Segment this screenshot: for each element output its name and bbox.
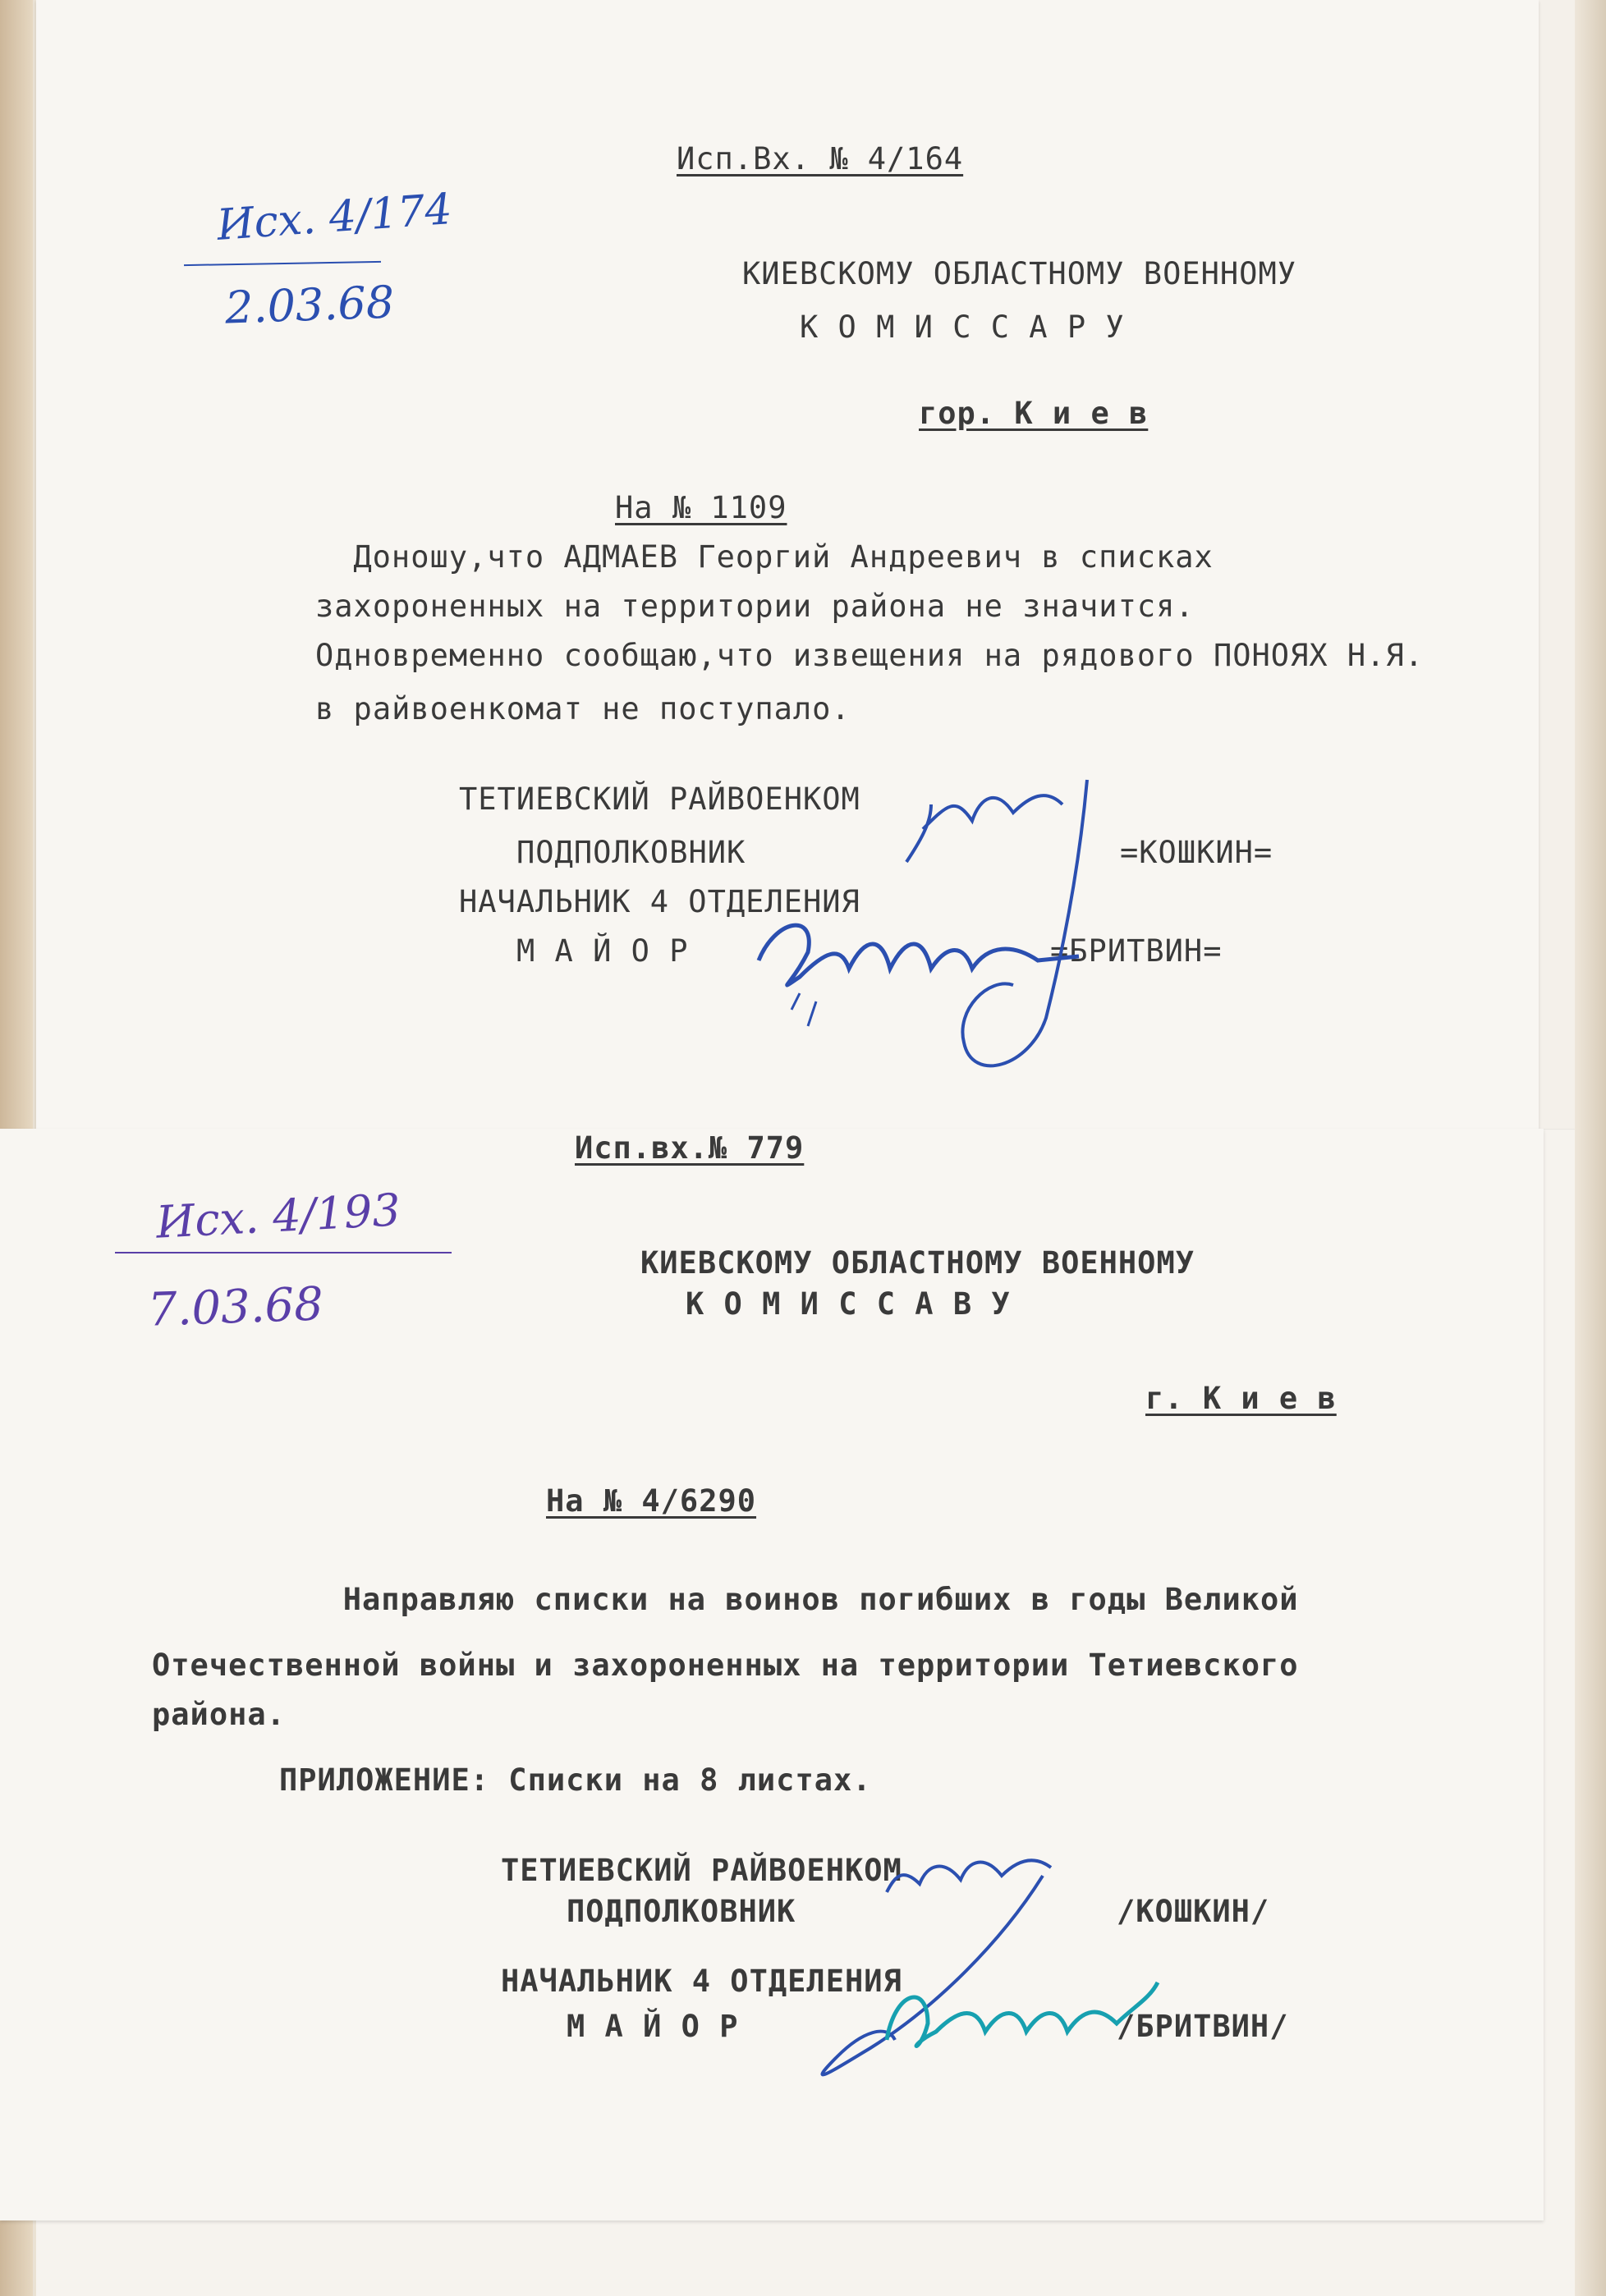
sig-name1-2: /КОШКИН/ [1117, 1894, 1270, 1929]
body-line-1: Доношу,что АДМАЕВ Георгий Андреевич в списках [258, 539, 1214, 575]
sig-rank2-2: М А Й О Р [567, 2009, 739, 2044]
city-2: г. К и е в [1145, 1381, 1337, 1416]
sig-title1-2: ТЕТИЕВСКИЙ РАЙВОЕНКОМ [501, 1853, 902, 1888]
sig-title2-2: НАЧАЛЬНИК 4 ОТДЕЛЕНИЯ [501, 1964, 902, 1999]
letter-1 [36, 0, 1539, 1129]
letter-2 [0, 1129, 1544, 2220]
sig-name1-1: =КОШКИН= [1120, 835, 1273, 870]
incoming-ref-2: Исп.вх.№ 779 [575, 1130, 805, 1166]
addressee-line1-1: КИЕВСКОМУ ОБЛАСТНОМУ ВОЕННОМУ [742, 256, 1297, 291]
signature-britvin-2 [870, 1958, 1166, 2081]
incoming-ref-1: Исп.Вх. № 4/164 [677, 141, 964, 176]
handwritten-out-number-2: Исх. 4/193 [154, 1184, 402, 1249]
handwritten-out-date-1: 2.03.68 [223, 276, 396, 334]
handwritten-out-date-2: 7.03.68 [146, 1277, 324, 1337]
in-reply-2: На № 4/6290 [546, 1483, 757, 1519]
handwritten-divider-1 [184, 261, 381, 266]
addressee-line2-2: К О М И С С А В У [686, 1286, 1011, 1322]
in-reply-1: На № 1109 [615, 490, 787, 525]
sig-name2-1: =БРИТВИН= [1050, 933, 1223, 969]
attachment-line-2: ПРИЛОЖЕНИЕ: Списки на 8 листах. [279, 1762, 872, 1798]
city-1: гор. К и е в [919, 396, 1149, 431]
sig-rank1-2: ПОДПОЛКОВНИК [567, 1894, 796, 1929]
page-edge-right [1575, 0, 1606, 2296]
sig-title2-1: НАЧАЛЬНИК 4 ОТДЕЛЕНИЯ [459, 884, 860, 919]
body-line-4: в райвоенкомат не поступало. [315, 691, 851, 726]
sig-rank2-1: М А Й О Р [516, 933, 689, 969]
sig-name2-2: /БРИТВИН/ [1117, 2009, 1289, 2044]
addressee-line1-2: КИЕВСКОМУ ОБЛАСТНОМУ ВОЕННОМУ [640, 1245, 1195, 1281]
body-line-2: захороненных на территории района не значится. [315, 589, 1195, 624]
sig-rank1-1: ПОДПОЛКОВНИК [516, 835, 746, 870]
addressee-line2-1: К О М И С С А Р У [800, 309, 1125, 345]
body-line-3-2: района. [152, 1697, 286, 1732]
handwritten-divider-2 [115, 1252, 452, 1253]
body-line-1-2: Направляю списки на воинов погибших в годы Великой [152, 1582, 1299, 1617]
body-line-2-2: Отечественной войны и захороненных на территории Тетиевского [152, 1648, 1299, 1683]
signature-britvin-1 [742, 903, 1087, 1034]
handwritten-out-number-1: Исх. 4/174 [215, 185, 454, 250]
sig-title1-1: ТЕТИЕВСКИЙ РАЙВОЕНКОМ [459, 781, 860, 817]
underlying-sheet [1539, 0, 1576, 1129]
body-line-3: Одновременно сообщаю,что извещения на рядового ПОНОЯХ Н.Я. [315, 638, 1425, 673]
